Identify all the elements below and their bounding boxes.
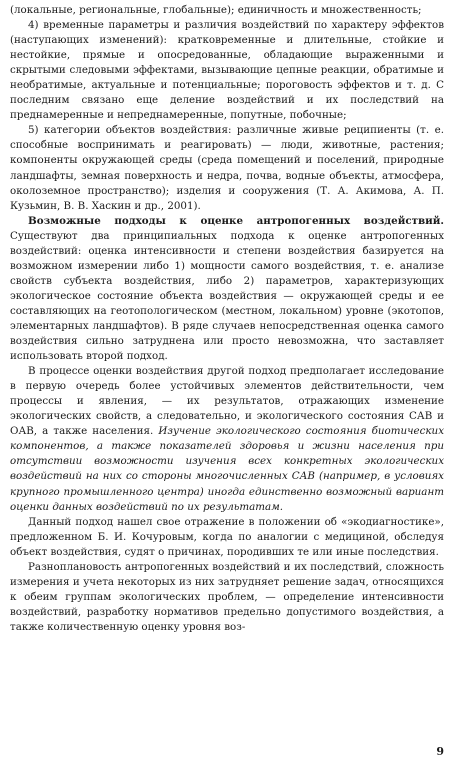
paragraph-4 [10,364,444,514]
text-run: Существуют два принципиальных подхода к оценке антропогенных воздействий: оценка интенсивности и степени воздействия базируется на возможном измерении либо 1) мощности самого воздействия, т. е. анализе свойств субъекта воздействия, либо 2) параметров, характеризующих экологическое состояние объекта воздействия — окружающей среды и ее составляющих на геотопологическом (местном, локальном) уровне (экотопов, элементарных ландшафтов). В ряде случаев непосредственная оценка самого воздействия сильно затруднена или просто невозможна, что заставляет использовать второй подход. [10,229,444,363]
document-page [10,3,444,635]
page-number: 9 [436,745,444,758]
text-run: Данный подход нашел свое отражение в положении об «экодиагностике», предложенном Б. И. Кочуровым, когда по аналогии с медициной, обследуя объект воздействия, судят о причинах, породивших те или иные последствия. [10,515,444,558]
paragraph-0 [10,3,444,18]
section-heading: Возможные подходы к оценке антропогенных воздействий. [28,214,444,227]
text-run: 4) временные параметры и различия воздействий по характеру эффектов (наступающих изменений): кратковременные и длительные, стойкие и нестойкие, прямые и опосредованные, обладающие выраженными и скрытыми следовыми эффектами, вызывающие цепные реакции, обратимые и необратимые, актуальные и потенциальные; пороговость эффектов и т. д. С последним связано еще деление воздействий и их последствий на преднамеренные и непреднамеренные, попутные, побочные; [10,19,444,122]
paragraph-1 [10,18,444,123]
italic-emphasis: Изучение экологического состояния биотических компонентов, а также показателей здоровья и жизни населения при отсутствии возможности изучения всех конкретных экологических воздействий на них со стороны многочисленных САВ (например, в условиях крупного промышленного центра) иногда единственно возможный вариант оценки данных воздействий по их результатам. [10,425,444,513]
paragraph-6 [10,560,444,635]
text-run: (локальные, региональные, глобальные); единичность и множественность; [10,4,422,16]
paragraph-3 [10,214,444,364]
text-run: 5) категории объектов воздействия: различные живые реципиенты (т. е. способные воспринимать и реагировать) — люди, животные, растения; компоненты окружающей среды (среда помещений и поселений, природные ландшафты, земная поверхность и недра, почва, водные объекты, атмосфера, околоземное пространство); изделия и сооружения (Т. А. Акимова, А. П. Кузьмин, В. В. Хаскин и др., 2001). [10,124,444,212]
paragraph-2 [10,123,444,213]
text-run: В процессе оценки воздействия другой подход предполагает исследование в первую очередь более устойчивых элементов действительности, чем процессы и явления, — их результатов, отражающих изменение экологических свойств, а следовательно, и экологического состояния САВ и ОАВ, а также населения. [10,365,444,438]
text-run: Разноплановость антропогенных воздействий и их последствий, сложность измерения и учета некоторых из них затрудняет решение задач, относящихся к обеим группам экологических проблем, — определение интенсивности воздействий, разработку нормативов предельно допустимого воздействия, а также количественную оценку уровня воз- [10,560,444,633]
paragraph-5 [10,515,444,560]
